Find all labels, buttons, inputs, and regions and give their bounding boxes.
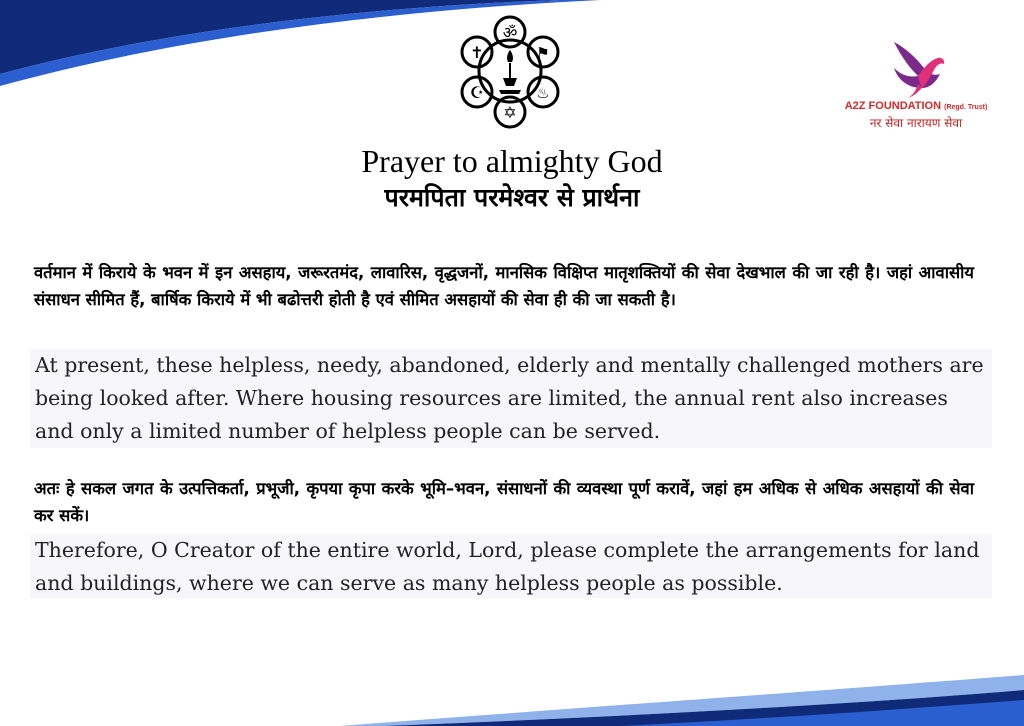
paragraph-2-hindi: अतः हे सकल जगत के उत्पत्तिकर्ता, प्रभूजी, कृपया कृपा करके भूमि–भवन, संसाधनों की व्यवस्था पूर्ण करावें, जहां हम अधिक से अधिक असहायों की सेवा कर सकें। — [34, 479, 974, 525]
paragraph-1-hindi: वर्तमान में किराये के भवन में इन असहाय, जरूरतमंद, लावारिस, वृद्धजनों, मानसिक विक्षिप्त मातृशक्तियों की सेवा देखभाल की जा रही है। जहां आवासीय संसाधन सीमित हैं, बार्षिक किराये में भी बढोत्तरी होती है एवं सीमित असहायों की सेवा ही की जा सकती है। — [34, 263, 974, 309]
om-icon: ॐ — [502, 23, 518, 42]
cross-icon: ✝ — [470, 43, 484, 62]
lamp-icon — [499, 50, 521, 94]
page-title-english: Prayer to almighty God — [361, 143, 663, 179]
brand-name: A2Z FOUNDATION (Regd. Trust) — [844, 100, 988, 112]
brand-tagline: नर सेवा नारायण सेवा — [869, 116, 963, 130]
flag-icon: ⚑ — [536, 44, 550, 62]
crescent-icon: ☪ — [469, 83, 485, 102]
star-of-david-icon: ✡ — [503, 103, 517, 122]
paragraph-2-english: Therefore, O Creator of the entire world, Lord, please complete the arrangements for land and buildings, where we can serve as many helpless people as possible. — [30, 534, 992, 598]
interfaith-symbols-emblem — [441, 10, 579, 132]
page-title-hindi: परमपिता परमेश्वर से प्रार्थना — [384, 183, 640, 212]
fire-bowl-icon: ♨ — [536, 84, 550, 102]
paragraph-1-english: At present, these helpless, needy, abandoned, elderly and mentally challenged mothers are being looked after. Where housing resources are limited, the annual rent also increases and only a limited number of helpless people can be served. — [30, 349, 992, 448]
bird-logo-icon — [888, 38, 946, 100]
brand-logo — [826, 38, 1006, 138]
